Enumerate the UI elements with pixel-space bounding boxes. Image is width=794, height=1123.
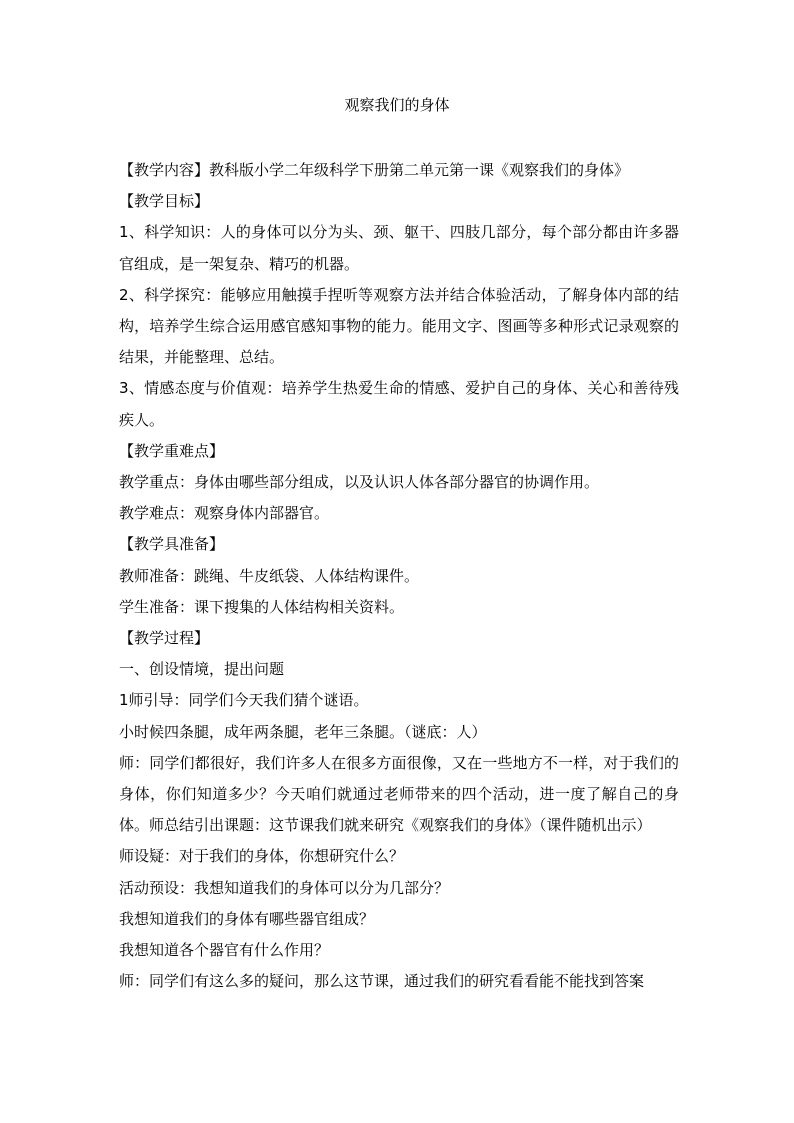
paragraph-goal-knowledge: 1、科学知识：人的身体可以分为头、颈、躯干、四肢几部分，每个部分都由许多器官组成，是一架复杂、精巧的机器。 [119, 223, 679, 273]
paragraph-difficult-point: 教学难点：观察身体内部器官。 [119, 504, 330, 523]
paragraph-key-point: 教学重点：身体由哪些部分组成，以及认识人体各部分器官的协调作用。 [119, 473, 600, 492]
paragraph-riddle-intro: 1师引导：同学们今天我们猜个谜语。 [119, 691, 369, 710]
paragraph-question-functions: 我想知道各个器官有什么作用？ [119, 941, 330, 960]
paragraph-activity-preset: 活动预设：我想知道我们的身体可以分为几部分？ [119, 878, 450, 897]
subheading-section-one: 一、创设情境，提出问题 [119, 660, 285, 679]
heading-teaching-goals: 【教学目标】 [119, 192, 210, 211]
page-title: 观察我们的身体 [344, 96, 450, 114]
heading-teaching-process: 【教学过程】 [119, 629, 210, 648]
paragraph-student-materials: 学生准备：课下搜集的人体结构相关资料。 [119, 597, 405, 616]
paragraph-teacher-lead: 师：同学们都很好，我们许多人在很多方面很像，又在一些地方不一样，对于我们的身体，你们知道多少？今天咱们就通过老师带来的四个活动，进一度了解自己的身体。师总结引出课题：这节课我们就来研究《观察我们的身体》（课件随机出示） [119, 753, 679, 835]
heading-key-points: 【教学重难点】 [119, 441, 225, 460]
paragraph-goal-inquiry: 2、科学探究：能够应用触摸手捏听等观察方法并结合体验活动，了解身体内部的结构，培养学生综合运用感官感知事物的能力。能用文字、图画等多种形式记录观察的结果，并能整理、总结。 [119, 285, 679, 367]
paragraph-teacher-materials: 教师准备：跳绳、牛皮纸袋、人体结构课件。 [119, 566, 420, 585]
heading-materials: 【教学具准备】 [119, 535, 225, 554]
paragraph-question-organs: 我想知道我们的身体有哪些器官组成？ [119, 909, 375, 928]
paragraph-teacher-closing: 师：同学们有这么多的疑问，那么这节课，通过我们的研究看看能不能找到答案 [119, 972, 645, 991]
paragraph-riddle: 小时候四条腿，成年两条腿，老年三条腿。（谜底：人） [119, 722, 487, 741]
paragraph-teaching-content: 【教学内容】教科版小学二年级科学下册第二单元第一课《观察我们的身体》 [119, 161, 630, 179]
document-body [119, 155, 679, 997]
paragraph-goal-attitude: 3、情感态度与价值观：培养学生热爱生命的情感、爱护自己的身体、关心和善待残疾人。 [119, 379, 679, 429]
paragraph-teacher-question: 师设疑：对于我们的身体，你想研究什么？ [119, 847, 405, 866]
